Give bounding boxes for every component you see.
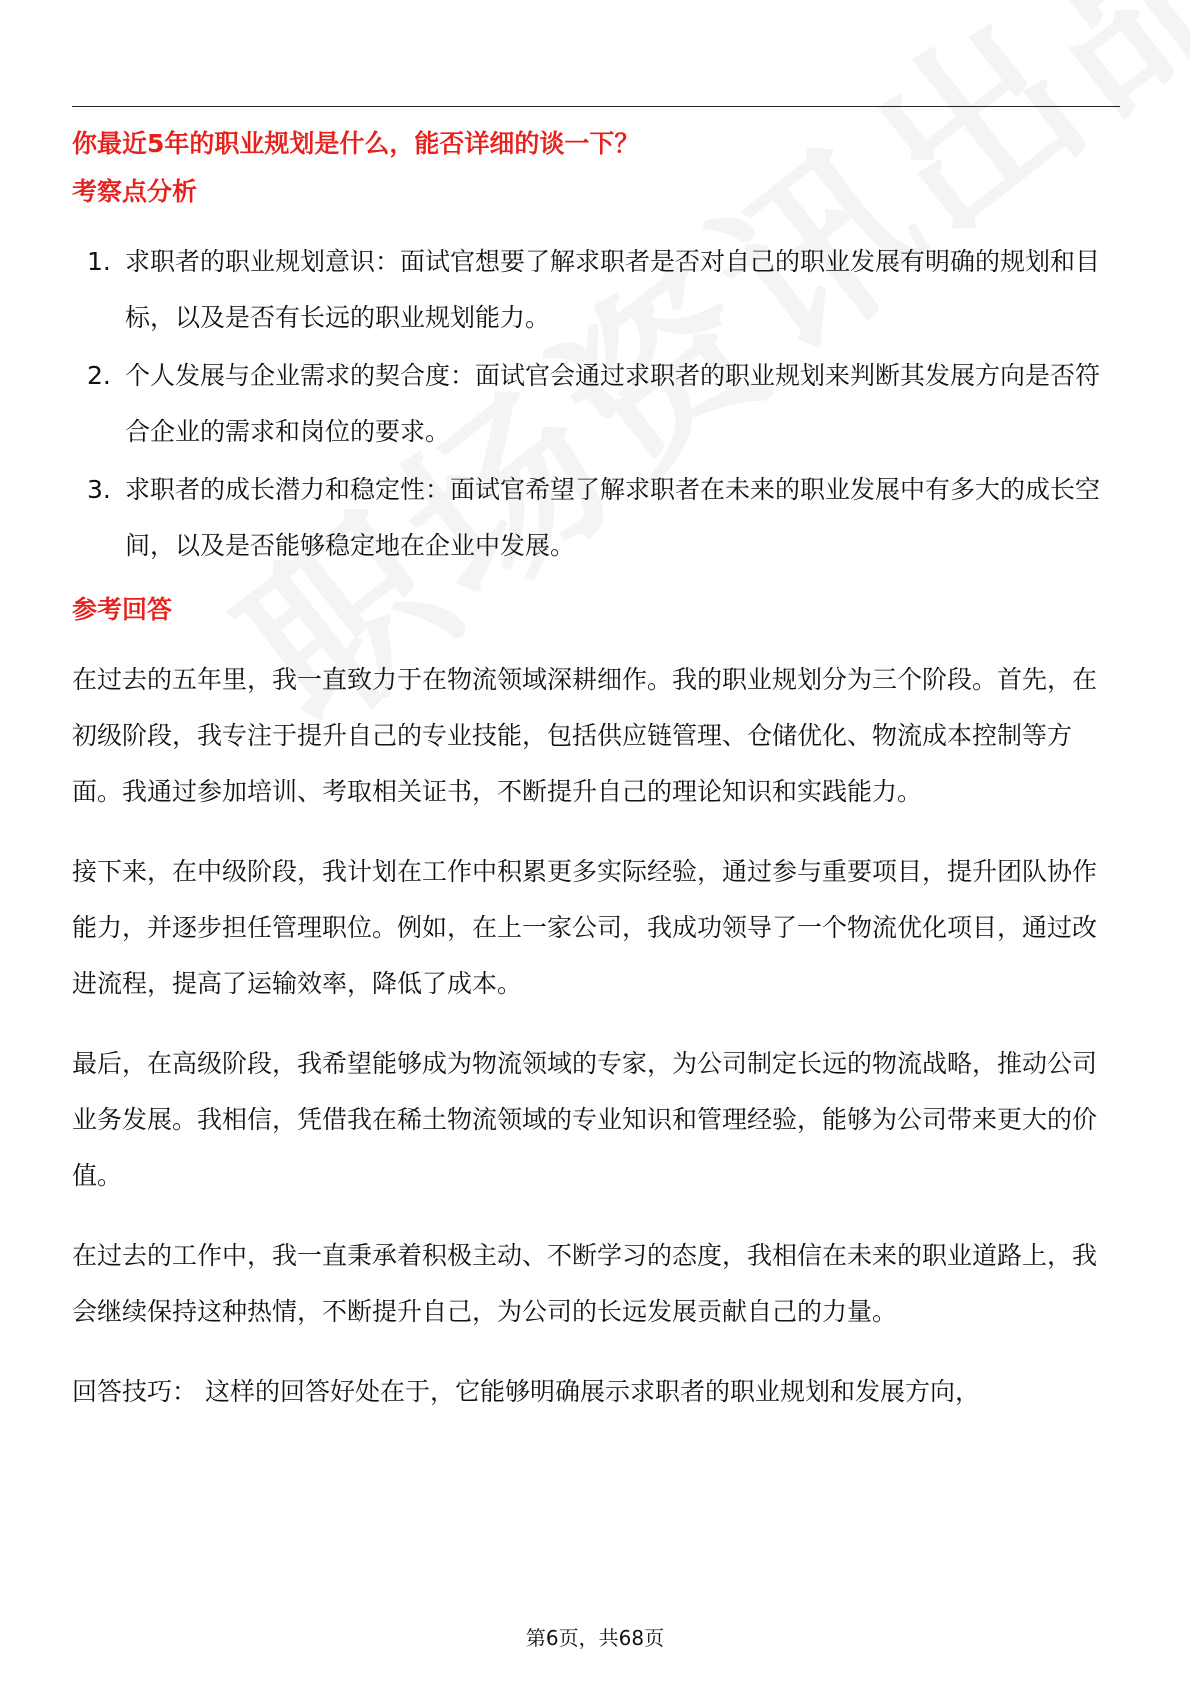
analysis-heading: 考察点分析 — [72, 177, 198, 206]
answer-paragraph: 在过去的工作中，我一直秉承着积极主动、不断学习的态度，我相信在未来的职业道路上，我会继续保持这种热情，不断提升自己，为公司的长远发展贡献自己的力量。 — [72, 1241, 1098, 1326]
point-text: 个人发展与企业需求的契合度：面试官会通过求职者的职业规划来判断其发展方向是否符合企业的需求和岗位的要求。 — [125, 361, 1101, 446]
page-number: 第6页，共68页 — [525, 1626, 665, 1650]
answer-paragraph: 最后，在高级阶段，我希望能够成为物流领域的专家，为公司制定长远的物流战略，推动公司业务发展。我相信，凭借我在稀土物流领域的专业知识和管理经验，能够为公司带来更大的价值。 — [72, 1049, 1098, 1190]
document-body — [72, 120, 1120, 1420]
analysis-points-list — [72, 234, 1120, 574]
point-number: 2. — [87, 361, 111, 390]
analysis-point — [72, 348, 1120, 460]
point-text: 求职者的成长潜力和稳定性：面试官希望了解求职者在未来的职业发展中有多大的成长空间，以及是否能够稳定地在企业中发展。 — [125, 475, 1101, 560]
point-text: 求职者的职业规划意识：面试官想要了解求职者是否对自己的职业发展有明确的规划和目标，以及是否有长远的职业规划能力。 — [125, 247, 1101, 332]
answer-paragraph: 在过去的五年里，我一直致力于在物流领域深耕细作。我的职业规划分为三个阶段。首先，在初级阶段，我专注于提升自己的专业技能，包括供应链管理、仓储优化、物流成本控制等方面。我通过参加培训、考取相关证书，不断提升自己的理论知识和实践能力。 — [72, 665, 1098, 806]
question-title: 你最近5年的职业规划是什么，能否详细的谈一下？ — [72, 129, 640, 158]
analysis-point — [72, 462, 1120, 574]
analysis-point — [72, 234, 1120, 346]
answer-heading: 参考回答 — [72, 595, 173, 624]
point-number: 1. — [87, 247, 111, 276]
point-number: 3. — [87, 475, 111, 504]
answer-paragraph: 接下来，在中级阶段，我计划在工作中积累更多实际经验，通过参与重要项目，提升团队协作能力，并逐步担任管理职位。例如，在上一家公司，我成功领导了一个物流优化项目，通过改进流程，提高了运输效率，降低了成本。 — [72, 857, 1098, 998]
header-rule — [72, 106, 1120, 107]
answer-tip: 回答技巧： 这样的回答好处在于，它能够明确展示求职者的职业规划和发展方向， — [72, 1377, 980, 1406]
